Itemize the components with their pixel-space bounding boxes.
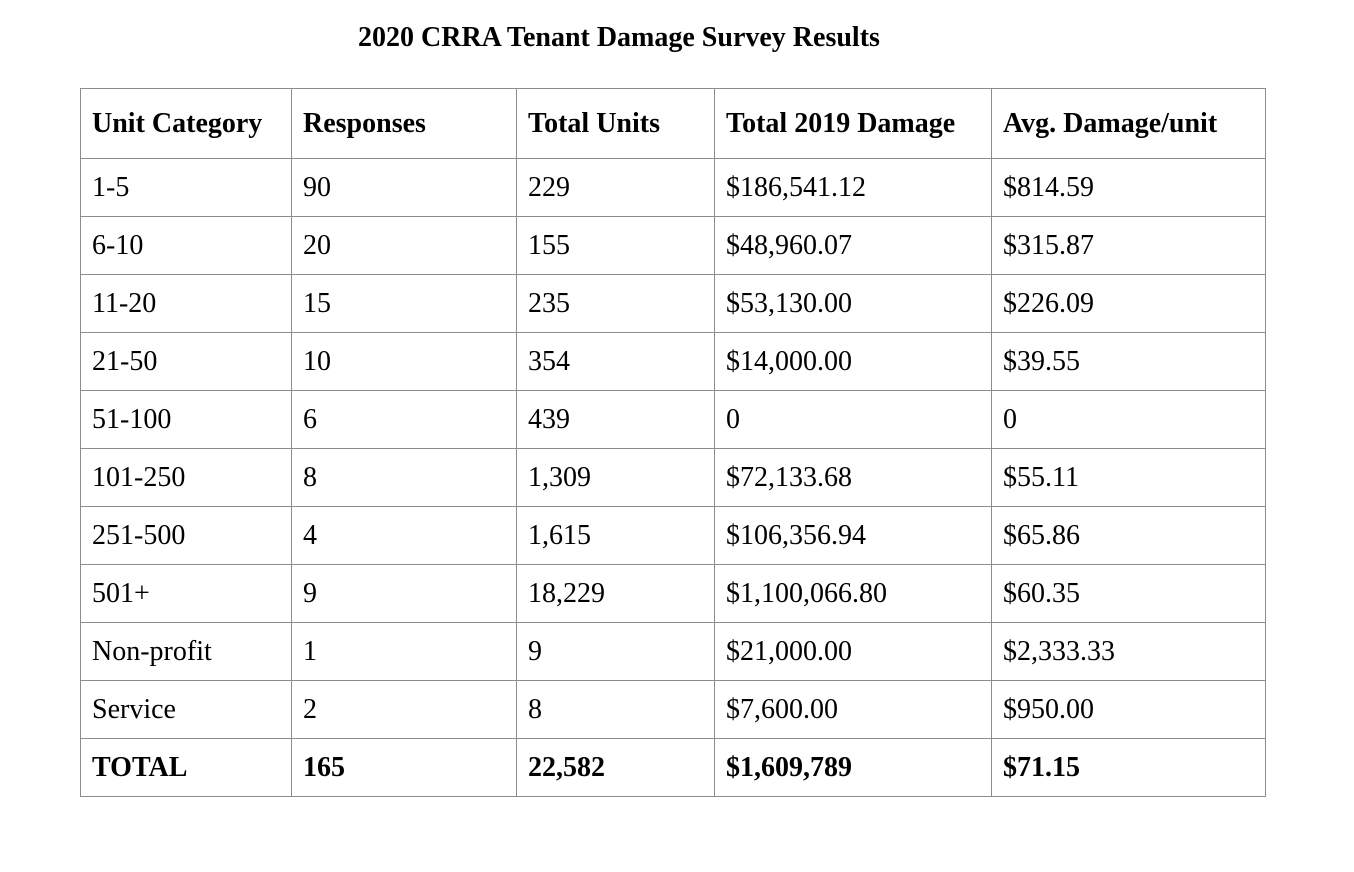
cell-total-units: 8 (517, 681, 715, 739)
total-damage: $1,609,789 (715, 739, 992, 797)
cell-total-damage: $53,130.00 (715, 275, 992, 333)
table-row (81, 159, 1266, 217)
cell-total-damage: $48,960.07 (715, 217, 992, 275)
cell-responses: 90 (292, 159, 517, 217)
cell-unit-category: 51-100 (81, 391, 292, 449)
cell-responses: 1 (292, 623, 517, 681)
header-total-units: Total Units (517, 89, 715, 159)
cell-total-damage: $106,356.94 (715, 507, 992, 565)
cell-total-damage: $7,600.00 (715, 681, 992, 739)
total-responses: 165 (292, 739, 517, 797)
cell-responses: 2 (292, 681, 517, 739)
cell-total-units: 155 (517, 217, 715, 275)
table-row (81, 275, 1266, 333)
table-row (81, 217, 1266, 275)
cell-unit-category: 6-10 (81, 217, 292, 275)
cell-unit-category: 101-250 (81, 449, 292, 507)
cell-total-units: 235 (517, 275, 715, 333)
cell-total-units: 354 (517, 333, 715, 391)
cell-avg-damage: $315.87 (992, 217, 1266, 275)
cell-avg-damage: $226.09 (992, 275, 1266, 333)
page-title: 2020 CRRA Tenant Damage Survey Results (358, 22, 880, 53)
table-row (81, 623, 1266, 681)
cell-responses: 10 (292, 333, 517, 391)
cell-unit-category: 11-20 (81, 275, 292, 333)
table-row (81, 565, 1266, 623)
table-row (81, 681, 1266, 739)
cell-responses: 9 (292, 565, 517, 623)
table-row (81, 333, 1266, 391)
total-units: 22,582 (517, 739, 715, 797)
cell-avg-damage: 0 (992, 391, 1266, 449)
cell-total-units: 1,615 (517, 507, 715, 565)
cell-avg-damage: $2,333.33 (992, 623, 1266, 681)
cell-unit-category: 501+ (81, 565, 292, 623)
cell-total-damage: $14,000.00 (715, 333, 992, 391)
cell-total-damage: 0 (715, 391, 992, 449)
cell-total-units: 9 (517, 623, 715, 681)
cell-total-damage: $1,100,066.80 (715, 565, 992, 623)
cell-unit-category: 1-5 (81, 159, 292, 217)
cell-unit-category: 251-500 (81, 507, 292, 565)
cell-avg-damage: $814.59 (992, 159, 1266, 217)
cell-avg-damage: $55.11 (992, 449, 1266, 507)
cell-avg-damage: $950.00 (992, 681, 1266, 739)
cell-responses: 20 (292, 217, 517, 275)
cell-responses: 4 (292, 507, 517, 565)
cell-unit-category: Service (81, 681, 292, 739)
cell-responses: 15 (292, 275, 517, 333)
total-label: TOTAL (81, 739, 292, 797)
cell-total-units: 1,309 (517, 449, 715, 507)
cell-total-damage: $72,133.68 (715, 449, 992, 507)
header-responses: Responses (292, 89, 517, 159)
total-row (81, 739, 1266, 797)
header-total-2019-damage: Total 2019 Damage (715, 89, 992, 159)
cell-total-damage: $21,000.00 (715, 623, 992, 681)
cell-total-damage: $186,541.12 (715, 159, 992, 217)
cell-responses: 6 (292, 391, 517, 449)
cell-unit-category: Non-profit (81, 623, 292, 681)
cell-avg-damage: $65.86 (992, 507, 1266, 565)
cell-responses: 8 (292, 449, 517, 507)
total-avg-damage: $71.15 (992, 739, 1266, 797)
table-row (81, 391, 1266, 449)
cell-unit-category: 21-50 (81, 333, 292, 391)
header-avg-damage-per-unit: Avg. Damage/unit (992, 89, 1266, 159)
cell-total-units: 18,229 (517, 565, 715, 623)
cell-total-units: 229 (517, 159, 715, 217)
table-header-row (81, 89, 1266, 159)
header-unit-category: Unit Category (81, 89, 292, 159)
table-row (81, 507, 1266, 565)
survey-results-table (80, 88, 1266, 797)
table-row (81, 449, 1266, 507)
cell-total-units: 439 (517, 391, 715, 449)
cell-avg-damage: $60.35 (992, 565, 1266, 623)
cell-avg-damage: $39.55 (992, 333, 1266, 391)
